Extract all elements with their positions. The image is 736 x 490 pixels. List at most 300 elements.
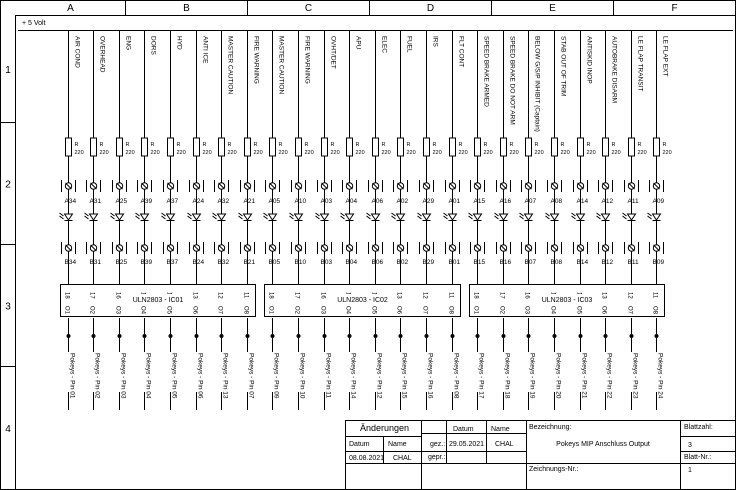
emission-arrow	[264, 216, 268, 219]
emission-arrow	[572, 213, 576, 216]
channel-label: DORS	[149, 36, 157, 55]
led-diode	[474, 214, 482, 220]
ic-pin-top-label: 16	[319, 292, 326, 299]
resistor	[168, 138, 174, 156]
resistor-value: 220	[150, 150, 160, 156]
ic-pin-top-label: 12	[626, 292, 633, 299]
anode-pin-label: A29	[422, 198, 435, 205]
output-terminal	[169, 334, 173, 338]
channel-label: LE FLAP TRANSIT	[636, 36, 644, 92]
pokeys-pin-label: Pokeys - Pin 20	[554, 353, 562, 399]
led-channel	[239, 31, 263, 411]
ic-pin-top-label: 13	[600, 292, 607, 299]
output-terminal	[195, 334, 199, 338]
anode-pin-label: A14	[576, 198, 589, 205]
column-label: D	[426, 3, 435, 14]
gez-name-label: Name	[491, 426, 510, 433]
resistor	[245, 138, 251, 156]
output-terminal	[630, 334, 634, 338]
led-diode	[65, 214, 73, 220]
resistor	[654, 138, 660, 156]
emission-arrow	[85, 216, 89, 219]
emission-arrow	[367, 216, 371, 219]
led-diode	[500, 214, 508, 220]
channel-label: FIRE WARNING	[303, 36, 311, 84]
anode-pin-label: A37	[166, 198, 179, 205]
resistor-prefix: R	[304, 142, 309, 148]
cathode-pin-label: B02	[396, 259, 409, 266]
emission-arrow	[444, 213, 448, 216]
channel-label: ENG	[124, 36, 132, 51]
resistor	[270, 138, 276, 156]
ic-pin-top-label: 17	[88, 292, 95, 299]
emission-arrow	[520, 213, 524, 216]
channel-label: STAB OUT OF TRIM	[559, 36, 567, 97]
gepr-label: gepr.:	[428, 454, 446, 461]
column-label: A	[67, 3, 74, 14]
anode-pin-label: A32	[217, 198, 230, 205]
resistor	[629, 138, 635, 156]
ic-pin-top-label: 16	[523, 292, 530, 299]
resistor	[347, 138, 353, 156]
changes-header: Änderungen	[360, 423, 410, 433]
anode-pin-label: A09	[652, 198, 665, 205]
ic-pin-bottom-label: O6	[600, 306, 607, 315]
resistor-value: 220	[355, 150, 365, 156]
resistor	[475, 138, 481, 156]
led-channel	[136, 31, 160, 411]
resistor	[578, 138, 584, 156]
cathode-pin-label: B31	[89, 259, 102, 266]
led-diode	[397, 214, 405, 220]
ic-pin-bottom-label: O8	[447, 306, 454, 315]
emission-arrow	[469, 213, 473, 216]
led-diode	[551, 214, 559, 220]
resistor-value: 220	[483, 150, 493, 156]
led-diode	[423, 214, 431, 220]
resistor	[373, 138, 379, 156]
resistor-value: 220	[662, 150, 672, 156]
ic-pin-bottom-label: O1	[63, 306, 70, 315]
output-terminal	[271, 334, 275, 338]
led-diode	[577, 214, 585, 220]
row-label: 3	[5, 301, 11, 313]
pokeys-pin-label: Pokeys - Pin 12	[375, 353, 383, 399]
emission-arrow	[290, 213, 294, 216]
emission-arrow	[418, 216, 422, 219]
emission-arrow	[469, 216, 473, 219]
cathode-pin-label: B11	[627, 259, 639, 266]
led-channel	[444, 31, 468, 411]
channel-label: ANTI ICE	[201, 36, 209, 64]
emission-arrow	[136, 213, 140, 216]
led-diode	[372, 214, 380, 220]
ic-pin-bottom-label: O6	[395, 306, 402, 315]
output-terminal	[246, 334, 250, 338]
resistor-value: 220	[253, 150, 263, 156]
led-diode	[269, 214, 277, 220]
output-terminal	[604, 334, 608, 338]
gez-datum-label: Datum	[453, 426, 474, 433]
resistor	[398, 138, 404, 156]
cathode-pin-label: B08	[550, 259, 563, 266]
resistor-value: 220	[637, 150, 647, 156]
ic-pin-top-label: 18	[63, 292, 70, 299]
anode-pin-label: A02	[396, 198, 409, 205]
led-channel	[546, 31, 570, 411]
emission-arrow	[213, 213, 217, 216]
emission-arrow	[392, 213, 396, 216]
gez-label: gez.:	[430, 441, 446, 448]
resistor-prefix: R	[662, 142, 667, 148]
ic-name: ULN2803 - IC03	[541, 297, 593, 304]
channel-label: AIR COND	[73, 36, 81, 68]
cathode-pin-label: B03	[320, 259, 333, 266]
cathode-pin-label: B24	[192, 259, 205, 266]
resistor	[91, 138, 97, 156]
resistor	[424, 138, 430, 156]
pokeys-pin-label: Pokeys - Pin 17	[477, 353, 485, 399]
emission-arrow	[188, 213, 192, 216]
ic-pin-bottom-label: O5	[165, 306, 172, 315]
cathode-pin-label: B34	[64, 259, 77, 266]
emission-arrow	[392, 216, 396, 219]
emission-arrow	[495, 213, 499, 216]
emission-arrow	[572, 216, 576, 219]
resistor	[501, 138, 507, 156]
anode-pin-label: A03	[320, 198, 333, 205]
resistor-value: 220	[534, 150, 544, 156]
pokeys-pin-label: Pokeys - Pin 07	[247, 353, 255, 399]
led-channel	[648, 31, 672, 411]
cathode-pin-label: B39	[140, 259, 153, 266]
blattzahl-label: Blattzahl:	[684, 424, 713, 431]
resistor-value: 220	[586, 150, 596, 156]
emission-arrow	[648, 216, 652, 219]
cathode-pin-label: B04	[345, 259, 358, 266]
emission-arrow	[264, 213, 268, 216]
emission-arrow	[239, 216, 243, 219]
title-block-text	[349, 423, 713, 474]
ic-pin-bottom-label: O6	[191, 306, 198, 315]
emission-arrow	[162, 216, 166, 219]
change-name: CHAL	[393, 455, 412, 462]
pokeys-pin-label: Pokeys - Pin 13	[221, 353, 229, 399]
ic-pin-bottom-label: O5	[370, 306, 377, 315]
cathode-pin-label: B16	[499, 259, 512, 266]
resistor-value: 220	[406, 150, 416, 156]
resistor-prefix: R	[99, 142, 104, 148]
resistor-prefix: R	[355, 142, 360, 148]
anode-pin-label: A05	[268, 198, 281, 205]
supply-label: + 5 Volt	[22, 20, 46, 27]
pokeys-pin-label: Pokeys - Pin 14	[349, 353, 357, 399]
ic-name: ULN2803 - IC01	[132, 297, 184, 304]
channel-label: SPEED BRAKE DO NOT ARM	[508, 36, 516, 125]
change-date: 08.08.2021	[349, 455, 385, 462]
led-diode	[193, 214, 201, 220]
emission-arrow	[341, 216, 345, 219]
emission-arrow	[188, 216, 192, 219]
led-channel	[418, 31, 442, 411]
resistor-value: 220	[176, 150, 186, 156]
output-terminal	[553, 334, 557, 338]
emission-arrow	[418, 213, 422, 216]
pokeys-pin-label: Pokeys - Pin 06	[196, 353, 204, 399]
resistor-value: 220	[560, 150, 570, 156]
resistor-prefix: R	[330, 142, 335, 148]
pokeys-pin-label: Pokeys - Pin 09	[272, 353, 280, 399]
channel-label: BELOW G/S/P INHIBIT (Captain)	[533, 36, 541, 132]
channel-label: IRS	[431, 36, 439, 47]
ic-pin-top-label: 12	[216, 292, 223, 299]
driver-ics	[61, 285, 665, 317]
channel-label: FUEL	[405, 36, 413, 53]
row-label: 4	[5, 424, 11, 435]
anode-pin-label: A24	[192, 198, 205, 205]
led-diode	[525, 214, 533, 220]
column-label: F	[671, 3, 678, 14]
ic-pin-top-label: 18	[267, 292, 274, 299]
cathode-pin-label: B14	[576, 259, 589, 266]
emission-arrow	[444, 216, 448, 219]
led-channel	[290, 31, 314, 411]
cathode-pin-label: B09	[652, 259, 665, 266]
anode-pin-label: A39	[140, 198, 153, 205]
resistor-value: 220	[432, 150, 442, 156]
pokeys-pin-label: Pokeys - Pin 18	[503, 353, 511, 399]
drawing-title: Pokeys MIP Anschluss Output	[556, 441, 650, 448]
resistor-prefix: R	[406, 142, 411, 148]
channel-label: MASTER CAUTION	[226, 36, 234, 95]
led-diode	[244, 214, 252, 220]
resistor	[296, 138, 302, 156]
channel-label: ELEC	[380, 36, 388, 53]
led-diode	[141, 214, 149, 220]
led-channel	[162, 31, 186, 411]
emission-arrow	[316, 213, 320, 216]
emission-arrow	[136, 216, 140, 219]
ic-pin-bottom-label: O2	[293, 306, 300, 315]
emission-arrow	[341, 213, 345, 216]
resistor-prefix: R	[227, 142, 232, 148]
resistor-prefix: R	[432, 142, 437, 148]
column-label: B	[183, 3, 190, 14]
ic-pin-bottom-label: O1	[267, 306, 274, 315]
blattzahl-value: 3	[688, 442, 692, 449]
led-channel	[623, 31, 647, 411]
change-name-label: Name	[388, 441, 407, 448]
resistor-value: 220	[202, 150, 212, 156]
resistor	[194, 138, 200, 156]
pokeys-pin-label: Pokeys - Pin 16	[426, 353, 434, 399]
cathode-pin-label: B01	[448, 259, 461, 266]
led-channel	[572, 31, 596, 411]
resistor-value: 220	[509, 150, 519, 156]
resistor-value: 220	[227, 150, 237, 156]
pokeys-pin-label: Pokeys - Pin 02	[93, 353, 101, 399]
resistor-prefix: R	[176, 142, 181, 148]
emission-arrow	[546, 216, 550, 219]
emission-arrow	[597, 216, 601, 219]
resistor-prefix: R	[74, 142, 79, 148]
led-diode	[218, 214, 226, 220]
anode-pin-label: A15	[473, 198, 486, 205]
emission-arrow	[162, 213, 166, 216]
ic-pin-top-label: 12	[421, 292, 428, 299]
cathode-pin-label: B29	[422, 259, 435, 266]
led-diode	[321, 214, 329, 220]
resistor-prefix: R	[278, 142, 283, 148]
row-label: 2	[5, 179, 11, 191]
anode-pin-label: A21	[243, 198, 256, 205]
anode-pin-label: A16	[499, 198, 512, 205]
column-label: C	[304, 3, 313, 14]
pokeys-pin-label: Pokeys - Pin 21	[580, 353, 588, 399]
output-terminal	[502, 334, 506, 338]
pokeys-pin-label: Pokeys - Pin 08	[452, 353, 460, 399]
resistor-value: 220	[330, 150, 340, 156]
pokeys-pin-label: Pokeys - Pin 22	[605, 353, 613, 399]
resistor	[66, 138, 72, 156]
led-channel	[495, 31, 519, 411]
emission-arrow	[623, 213, 627, 216]
ic-pin-top-label: 18	[472, 292, 479, 299]
led-channel	[188, 31, 212, 411]
channel-label: FLT CONT	[457, 36, 465, 68]
emission-arrow	[111, 213, 115, 216]
resistor-prefix: R	[458, 142, 463, 148]
anode-pin-label: A34	[64, 198, 77, 205]
pokeys-pin-label: Pokeys - Pin 01	[68, 353, 76, 399]
output-terminal	[297, 334, 301, 338]
resistor-prefix: R	[534, 142, 539, 148]
cathode-pin-label: B25	[115, 259, 128, 266]
resistor-value: 220	[458, 150, 468, 156]
resistor-value: 220	[381, 150, 391, 156]
emission-arrow	[495, 216, 499, 219]
cathode-pin-label: B15	[473, 259, 486, 266]
resistor-value: 220	[278, 150, 288, 156]
resistor-prefix: R	[483, 142, 488, 148]
emission-arrow	[239, 213, 243, 216]
resistor-value: 220	[99, 150, 109, 156]
led-channel	[469, 31, 493, 411]
channel-label: APU	[354, 36, 362, 50]
column-label: E	[549, 3, 556, 14]
pokeys-pin-label: Pokeys - Pin 19	[528, 353, 536, 399]
led-channels	[60, 31, 672, 411]
emission-arrow	[60, 213, 64, 216]
anode-pin-label: A12	[601, 198, 614, 205]
led-channel	[597, 31, 621, 411]
blatt-nr-label: Blatt-Nr.:	[684, 454, 712, 461]
cathode-pin-label: B12	[601, 259, 614, 266]
resistor-prefix: R	[150, 142, 155, 148]
ic-pin-bottom-label: O3	[319, 306, 326, 315]
led-channel	[392, 31, 416, 411]
led-channel	[213, 31, 237, 411]
ic-pin-bottom-label: O7	[216, 306, 223, 315]
resistor-value: 220	[304, 150, 314, 156]
resistor-value: 220	[125, 150, 135, 156]
cathode-pin-label: B21	[243, 259, 256, 266]
led-channel	[264, 31, 288, 411]
emission-arrow	[520, 216, 524, 219]
led-channel	[85, 31, 109, 411]
row-label: 1	[5, 65, 11, 76]
led-channel	[111, 31, 135, 411]
blatt-nr-value: 1	[688, 467, 692, 474]
resistor	[219, 138, 225, 156]
ic-pin-top-label: 11	[447, 292, 454, 299]
ic-pin-bottom-label: O7	[626, 306, 633, 315]
channel-label: LE FLAP EXT	[661, 36, 669, 77]
led-channel	[60, 31, 84, 411]
ic-pin-bottom-label: O1	[472, 306, 479, 315]
led-diode	[653, 214, 661, 220]
resistor-value: 220	[611, 150, 621, 156]
channel-label: OVHT/DET	[329, 36, 337, 69]
ic-pin-bottom-label: O3	[523, 306, 530, 315]
cathode-pin-label: B32	[217, 259, 230, 266]
emission-arrow	[111, 216, 115, 219]
channel-label: OVERHEAD	[98, 36, 106, 73]
ic-pin-top-label: 13	[395, 292, 402, 299]
output-terminal	[374, 334, 378, 338]
ic-pin-top-label: 11	[242, 292, 249, 299]
ic-pin-bottom-label: O4	[139, 306, 146, 315]
output-terminal	[579, 334, 583, 338]
led-diode	[116, 214, 124, 220]
pokeys-pin-label: Pokeys - Pin 03	[119, 353, 127, 399]
pokeys-pin-label: Pokeys - Pin 15	[400, 353, 408, 399]
channel-label: FIRE WARNING	[252, 36, 260, 84]
resistor-prefix: R	[509, 142, 514, 148]
led-diode	[602, 214, 610, 220]
led-diode	[167, 214, 175, 220]
output-terminal	[67, 334, 71, 338]
ic-pin-bottom-label: O5	[575, 306, 582, 315]
zeichnungs-nr-label: Zeichnungs-Nr.:	[529, 466, 579, 473]
resistor-prefix: R	[202, 142, 207, 148]
anode-pin-label: A11	[627, 198, 639, 205]
ic-pin-bottom-label: O8	[242, 306, 249, 315]
channel-label: HYD	[175, 36, 183, 50]
output-terminal	[323, 334, 327, 338]
anode-pin-label: A04	[345, 198, 358, 205]
anode-pin-label: A06	[371, 198, 384, 205]
output-terminal	[92, 334, 96, 338]
emission-arrow	[316, 216, 320, 219]
channel-label: SPEED BRAKE ARMED	[482, 36, 490, 107]
bezeichnung-label: Bezeichnung:	[529, 424, 572, 431]
resistor-prefix: R	[253, 142, 258, 148]
cathode-pin-label: B37	[166, 259, 179, 266]
gez-name: CHAL	[495, 441, 514, 448]
emission-arrow	[623, 216, 627, 219]
pokeys-pin-label: Pokeys - Pin 10	[298, 353, 306, 399]
resistor-prefix: R	[637, 142, 642, 148]
ic-pin-bottom-label: O4	[344, 306, 351, 315]
resistor	[552, 138, 558, 156]
led-diode	[449, 214, 457, 220]
ic-pin-bottom-label: O2	[498, 306, 505, 315]
output-terminal	[476, 334, 480, 338]
output-terminal	[527, 334, 531, 338]
ic-pin-bottom-label: O8	[651, 306, 658, 315]
resistor-prefix: R	[560, 142, 565, 148]
